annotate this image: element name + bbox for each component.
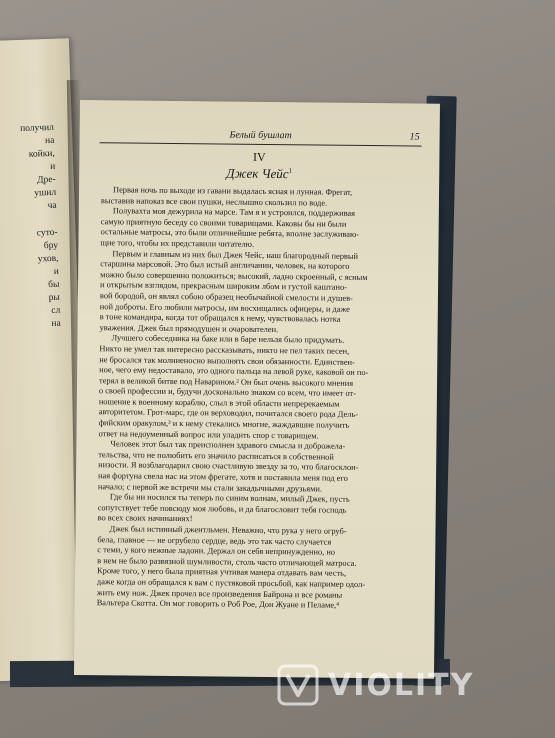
text-line: авторитетом. Грот-марс, где он верховодил, почитался своего рода Дель-: [98, 407, 359, 420]
text-line: с теми, у кого нежные ладони. Держал он себя непринужденно, но: [97, 545, 336, 557]
left-page-fragment: бы: [48, 279, 60, 291]
text-line: вой бородой, он являл собою образец необычайной смелости и душев-: [99, 291, 353, 303]
text-line: Полувахта моя дежурила на марсе. Там я и устроился, поддерживая: [112, 206, 356, 219]
left-page-fragment: и: [53, 266, 60, 277]
text-line: во всех своих начинаниях!: [97, 513, 193, 524]
left-page-fragment: ча: [47, 200, 57, 212]
text-line: Первым и главным из них был Джек Чейс, наш благородный первый: [112, 248, 359, 261]
text-line: можно было совершенно положиться; высокий, ладно скроенный, с ясным: [100, 269, 368, 282]
text-line: сопутствует тебе повсюду моя любовь, и да благословит тебя господь: [97, 503, 347, 515]
text-line: ное, чего ему недоставало, это одного пальца на левой руке, каковой он по-: [99, 365, 369, 378]
text-line: Джек был истинный джентльмен. Неважно, что рука у него огруб-: [109, 524, 347, 536]
left-page-fragment: получил: [19, 122, 55, 135]
text-line: не бросался так молниеносно выполнять свои обязанности. Единствен-: [99, 354, 355, 367]
chapter-title: Джек Чейс: [226, 165, 289, 182]
text-line: бела, главное — не огрубело сердце, ведь это так часто случается: [97, 534, 332, 547]
watermark: [276, 655, 546, 715]
text-line: Кроме того, у него была приятная учтивая манера отдавать вам честь,: [97, 566, 347, 579]
text-line: Никто не умел так интересно рассказывать, никто не пел таких песен,: [99, 344, 350, 356]
left-page-fragment: ухов,: [37, 253, 59, 265]
text-line: и открытым взглядом, прекрасным широким лбом и густой каштано-: [100, 280, 348, 293]
text-line: о своей профессии и, будучи досконально знаком со всем, что имеет от-: [98, 386, 356, 399]
left-page-fragment: ры: [48, 292, 61, 304]
text-line: тельства, что не полюбить его значило расписаться в собственной: [98, 450, 334, 462]
left-page-fragment: Дре-: [36, 174, 56, 186]
text-line: остальные матросы, это были отличнейшие ребята, вполне заслуживаю-: [100, 227, 360, 240]
text-line: жить ему нож. Джек прочел все произведения Байрона и все романы: [96, 587, 343, 600]
text-line: в нем не было развязной шумливости, столь часто отличающей матроса.: [97, 555, 357, 568]
text-line: ношение к военному кораблю, слыл в этой области непререкаемым: [98, 397, 340, 409]
text-line: щие того, чтобы их представили читателю.: [100, 238, 255, 249]
text-line: старшина марсовой. Это был истый англичанин, человек, на которого: [100, 259, 350, 271]
text-line: низости. Я возблагодарил свою счастливую звезду за то, что благосклон-: [98, 460, 359, 473]
chapter-number: IV: [252, 149, 266, 164]
left-page-fragment: сл: [51, 305, 61, 317]
text-line: начало; с первой же встречи мы стали закадычными друзьями.: [97, 481, 323, 494]
text-line: уважения. Джек был прямодушен и очарователен.: [99, 322, 279, 334]
left-page-fragment: суто-: [36, 227, 58, 239]
text-line: фийским оракулом,³ и к нему стекались многие, жаждавшие получить: [98, 418, 350, 430]
text-line: самую приятную беседу со своими товарищами. Каковы бы ни были: [100, 217, 347, 229]
text-line: в тоне командира, когда тот обращался к нему, чувствовалась нотка: [99, 312, 341, 324]
text-line: ная фортуна свела нас на этом фрегате, хотя и поставила меня под его: [98, 471, 348, 483]
left-page-fragment: ушил: [34, 187, 57, 199]
text-line: ной доброты. Его любили матросы, им восхищались офицеры, и даже: [99, 301, 350, 314]
chapter-heading: [79, 164, 439, 184]
running-head: [100, 128, 422, 146]
text-line: Где бы ни носился ты теперь по синим волнам, милый Джек, пусть: [109, 492, 350, 505]
text-line: ответ на недоуменный вопрос или уладить спор с товарищем.: [98, 428, 319, 441]
page-number: 15: [409, 131, 420, 143]
left-page-fragment: и: [50, 161, 56, 173]
text-line: выставив напоказ все свои пушки, неслышно скользил по воде.: [100, 195, 328, 208]
running-title: Белый бушлат: [229, 129, 292, 142]
text-line: даже когда он обращался к вам с пустяковой просьбой, как например одол-: [96, 577, 366, 589]
left-page-fragment: бру: [43, 240, 59, 252]
text-line: терял в великой битве под Наварином.² Он был очень высокого мнения: [99, 375, 354, 388]
text-line: Вальтера Скотта. Он мог говорить о Роб Рое, Дон Жуане и Пеламе,⁴: [96, 598, 340, 610]
text-line: Лучшего собеседника на баке или в баре нельзя было придумать.: [111, 333, 345, 346]
violity-logo-icon: [276, 663, 320, 707]
left-page-fragment: на: [51, 318, 61, 330]
book-page: [74, 100, 440, 679]
body-text: [97, 185, 421, 612]
left-page-fragment: койки,: [28, 148, 55, 160]
watermark-text: VIOLITY: [328, 667, 475, 703]
chapter-title-note: 1: [288, 166, 293, 175]
text-line: Первая ночь по выходе из гавани выдалась ясная и лунная. Фрегат,: [113, 185, 353, 197]
text-line: Человек этот был так преисполнен здравого смысла и доброжела-: [110, 439, 346, 452]
left-page-fragment: на: [44, 135, 55, 147]
